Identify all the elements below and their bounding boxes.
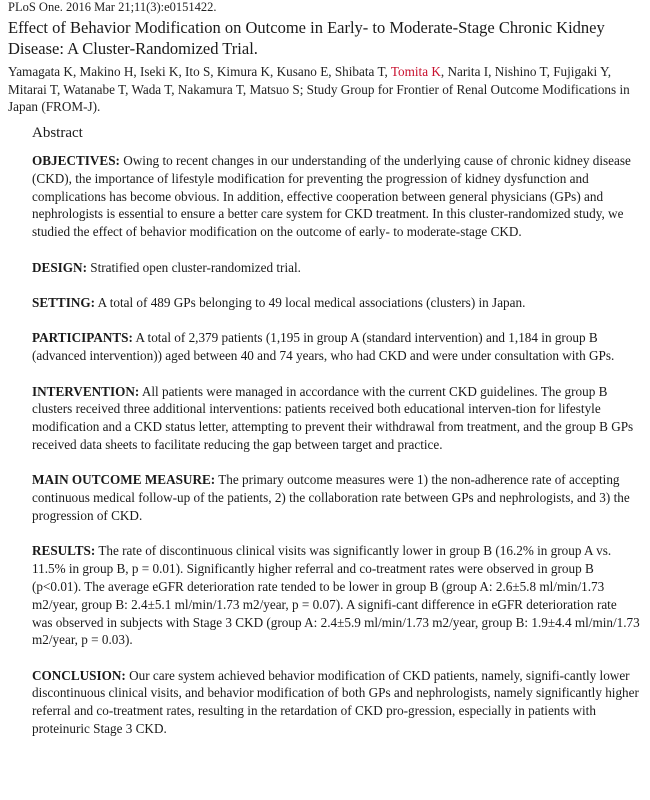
section-participants	[32, 329, 640, 365]
section-conclusion	[32, 667, 640, 738]
section-label: OBJECTIVES:	[32, 153, 120, 168]
section-label: RESULTS:	[32, 543, 96, 559]
article-title[interactable]: Effect of Behavior Modification on Outcome in Early- to Moderate-Stage Chronic Kidney Disease: A Cluster-Randomized Trial.	[8, 18, 605, 58]
section-design	[32, 259, 640, 277]
section-text: All patients were managed in accordance with the current CKD guidelines. The group B clusters received three additional interventions: patients received both educational interven-tion for lifestyle modification and a CKD status letter, attempting to prevent their withdrawal from treatment, and the group B GPs received data sheets to facilitate reducing the gap between target and practice.	[32, 383, 634, 452]
abstract	[32, 123, 640, 755]
section-text: A total of 489 GPs belonging to 49 local medical associations (clusters) in Japan.	[95, 294, 526, 310]
section-text: The rate of discontinuous clinical visits was significantly lower in group B (16.2% in group A vs. 11.5% in group B, p = 0.01). Significantly higher referral and co-treatment rates were observed in group B (p<0.01). The average eGFR deterioration rate tended to be lower in group B (group A: 2.6±5.8 ml/min/1.73 m2/year, group B: 2.4±5.1 ml/min/1.73 m2/year, p = 0.07). A signifi-cant difference in eGFR deterioration rate was observed in subjects with Stage 3 CKD (group A: 2.4±5.9 ml/min/1.73 m2/year, group B: 1.9±4.4 ml/min/1.73 m2/year, p = 0.03).	[32, 543, 640, 648]
author-highlighted[interactable]: Tomita K	[390, 64, 441, 79]
section-label: INTERVENTION:	[32, 383, 140, 399]
authors-after[interactable]: , Narita I, Nishino T, Fujigaki Y, Mitarai T, Watanabe T, Wada T, Nakamura T, Matsuo S; Study Group for Frontier of Renal Outcome Modifications in Japan (FROM-J).	[8, 64, 630, 115]
section-text: Owing to recent changes in our understanding of the underlying cause of chronic kidney disease (CKD), the importance of lifestyle modification for preventing the progression of kidney dysfunction and complications has become obvious. In addition, effective cooperation between general physicians (GPs) and nephrologists is essential to ensure a better care system for CKD treatment. In this cluster-randomized study, we studied the effect of behavior modification on the outcome of early- to moderate-stage CKD.	[32, 153, 631, 240]
section-text: Our care system achieved behavior modification of CKD patients, namely, signifi-cantly lower discontinuous clinical visits, and behavior modification of both GPs and nephrologists, namely significantly higher referral and co-treatment rates, resulting in the retardation of CKD pro-gression, especially in patients with proteinuric Stage 3 CKD.	[32, 667, 639, 737]
section-intervention	[32, 383, 640, 454]
section-label: PARTICIPANTS:	[32, 330, 133, 346]
author-list	[8, 63, 633, 116]
section-setting	[32, 294, 640, 312]
abstract-heading: Abstract	[32, 125, 83, 141]
section-text: The primary outcome measures were 1) the non-adherence rate of accepting continuous medical follow-up of the patients, 2) the collaboration rate between GPs and nephrologists, and 3) the progression of CKD.	[32, 472, 630, 523]
section-text: Stratified open cluster-randomized trial.	[86, 259, 301, 275]
citation: PLoS One. 2016 Mar 21;11(3):e0151422.	[8, 0, 217, 14]
section-main-outcome-measure	[32, 471, 640, 524]
section-label: MAIN OUTCOME MEASURE:	[32, 472, 216, 488]
authors-before[interactable]: Yamagata K, Makino H, Iseki K, Ito S, Kimura K, Kusano E, Shibata T,	[8, 64, 391, 79]
section-label: DESIGN:	[32, 259, 87, 275]
section-text: A total of 2,379 patients (1,195 in group A (standard intervention) and 1,184 in group B (advanced intervention)) aged between 40 and 74 years, who had CKD and were under consultation with GPs.	[32, 330, 615, 364]
section-results	[32, 542, 640, 649]
section-objectives	[32, 152, 640, 241]
section-label: SETTING:	[32, 294, 96, 310]
section-label: CONCLUSION:	[32, 667, 126, 683]
